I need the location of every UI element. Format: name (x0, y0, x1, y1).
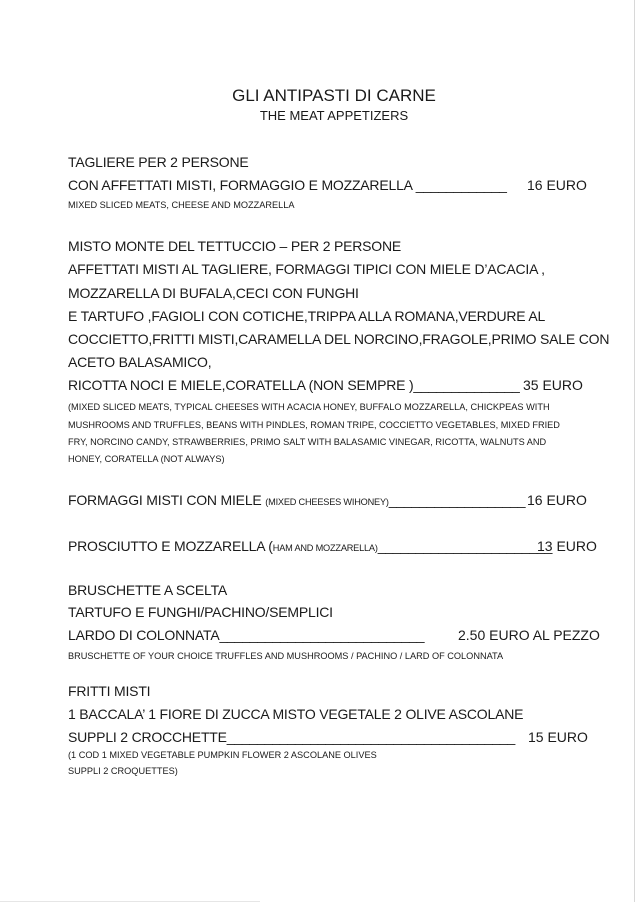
item-name: BRUSCHETTE A SCELTA (68, 582, 228, 598)
item-translation: MUSHROOMS AND TRUFFLES, BEANS WITH PINDLES, ROMAN TRIPE, COCCIETTO VEGETABLES, MIXED FRIED (68, 420, 560, 430)
item-price: 16 EURO (527, 492, 587, 508)
item-translation: SUPPLI 2 CROQUETTES) (68, 766, 178, 776)
item-price: 13 EURO (537, 538, 597, 554)
item-description: COCCIETTO,FRITTI MISTI,CARAMELLA DEL NORCINO,FRAGOLE,PRIMO SALE CON (68, 331, 610, 347)
item-name: FORMAGGI MISTI CON MIELE (68, 492, 262, 508)
item-description: LARDO DI COLONNATA___________________________ (68, 627, 425, 643)
item-leader: __________________ (388, 492, 526, 508)
item-price: 35 EURO (523, 377, 583, 393)
menu-title: GLI ANTIPASTI DI CARNE (232, 86, 436, 105)
item-description: E TARTUFO ,FAGIOLI CON COTICHE,TRIPPA ALLA ROMANA,VERDURE AL (68, 308, 546, 324)
item-description: CON AFFETTATI MISTI, FORMAGGIO E MOZZARELLA ____________ (68, 177, 507, 193)
item-name: MISTO MONTE DEL TETTUCCIO – PER 2 PERSONE (68, 238, 402, 254)
item-inline-translation: (MIXED CHEESES WIHONEY) (265, 497, 389, 507)
item-name: FRITTI MISTI (68, 683, 151, 699)
item-leader: _______________________ (377, 538, 553, 554)
item-translation: HONEY, CORATELLA (NOT ALWAYS) (68, 454, 225, 464)
item-description: TARTUFO E FUNGHI/PACHINO/SEMPLICI (68, 604, 333, 620)
item-translation: (1 COD 1 MIXED VEGETABLE PUMPKIN FLOWER 2 ASCOLANE OLIVES (68, 750, 377, 760)
item-translation: BRUSCHETTE OF YOUR CHOICE TRUFFLES AND MUSHROOMS / PACHINO / LARD OF COLONNATA (68, 651, 504, 661)
item-translation: MIXED SLICED MEATS, CHEESE AND MOZZARELLA (68, 200, 295, 210)
item-description: MOZZARELLA DI BUFALA,CECI CON FUNGHI (68, 285, 359, 301)
item-translation: FRY, NORCINO CANDY, STRAWBERRIES, PRIMO SALT WITH BALASAMIC VINEGAR, RICOTTA, WALNUTS AND (68, 437, 547, 447)
item-inline-translation: HAM AND MOZZARELLA) (272, 543, 378, 553)
item-name: TAGLIERE PER 2 PERSONE (68, 154, 249, 170)
item-translation: (MIXED SLICED MEATS, TYPICAL CHEESES WITH ACACIA HONEY, BUFFALO MOZZARELLA, CHICKPEAS WITH (68, 402, 550, 412)
item-line (68, 538, 552, 554)
page-edge-bottom (0, 901, 260, 902)
item-description: 1 BACCALA’ 1 FIORE DI ZUCCA MISTO VEGETALE 2 OLIVE ASCOLANE (68, 706, 524, 722)
item-price: 15 EURO (528, 729, 588, 745)
page-edge-right (634, 0, 635, 902)
item-price: 2.50 EURO AL PEZZO (458, 627, 600, 643)
item-description: SUPPLI 2 CROCCHETTE______________________________________ (68, 729, 516, 745)
menu-subtitle: THE MEAT APPETIZERS (259, 108, 409, 123)
item-price: 16 EURO (527, 177, 587, 193)
item-line (68, 492, 525, 508)
item-name: PROSCIUTTO E MOZZARELLA ( (68, 538, 273, 554)
item-description: AFFETTATI MISTI AL TAGLIERE, FORMAGGI TIPICI CON MIELE D’ACACIA , (68, 261, 545, 277)
item-description: RICOTTA NOCI E MIELE,CORATELLA (NON SEMPRE )______________ (68, 377, 520, 393)
item-description: ACETO BALASAMICO, (68, 354, 212, 370)
